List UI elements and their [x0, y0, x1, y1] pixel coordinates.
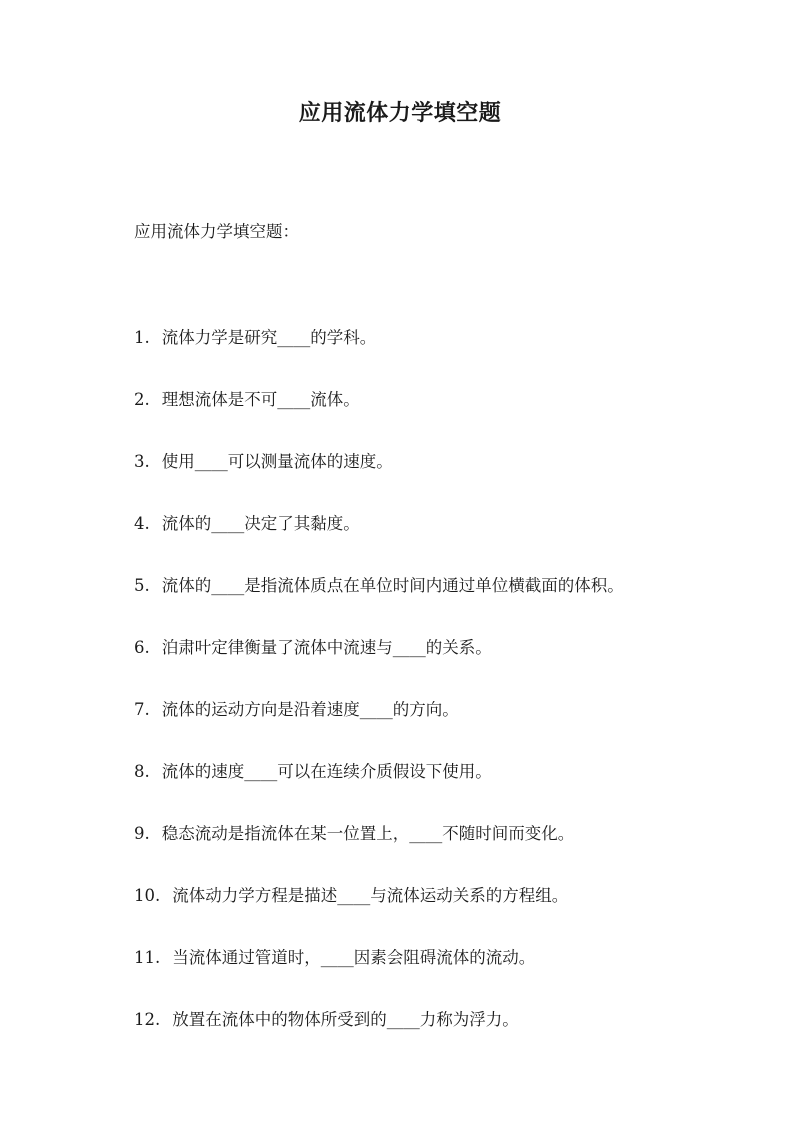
question-text: 稳态流动是指流体在某一位置上，____不随时间而变化。: [161, 824, 575, 843]
question-number: 4.: [134, 514, 150, 533]
question-item: [134, 823, 574, 845]
question-number: 5.: [134, 576, 150, 595]
question-number: 9.: [134, 824, 150, 843]
intro-text: 应用流体力学填空题：: [134, 222, 299, 241]
question-number: 11.: [134, 948, 161, 967]
question-item: [134, 327, 376, 349]
question-text: 流体的____是指流体质点在单位时间内通过单位横截面的体积。: [161, 576, 624, 595]
question-number: 7.: [134, 700, 150, 719]
question-item: [134, 575, 624, 597]
question-text: 流体的____决定了其黏度。: [161, 514, 360, 533]
question-item: [134, 451, 393, 473]
question-item: [134, 947, 535, 969]
question-number: 3.: [134, 452, 150, 471]
question-number: 10.: [134, 886, 161, 905]
question-text: 流体力学是研究____的学科。: [161, 328, 377, 347]
question-item: [134, 637, 492, 659]
question-text: 放置在流体中的物体所受到的____力称为浮力。: [172, 1010, 519, 1029]
question-item: [134, 389, 360, 411]
question-text: 流体的速度____可以在连续介质假设下使用。: [161, 762, 492, 781]
question-text: 理想流体是不可____流体。: [161, 390, 360, 409]
question-number: 2.: [134, 390, 150, 409]
question-number: 6.: [134, 638, 150, 657]
document-title: 应用流体力学填空题: [298, 100, 502, 126]
question-item: [134, 699, 459, 721]
question-item: [134, 1009, 519, 1031]
question-item: [134, 761, 492, 783]
question-text: 流体动力学方程是描述____与流体运动关系的方程组。: [172, 886, 569, 905]
question-number: 1.: [134, 328, 150, 347]
question-number: 8.: [134, 762, 150, 781]
question-item: [134, 885, 568, 907]
question-text: 使用____可以测量流体的速度。: [161, 452, 393, 471]
question-number: 12.: [134, 1010, 161, 1029]
question-text: 当流体通过管道时，____因素会阻碍流体的流动。: [172, 948, 536, 967]
question-text: 泊肃叶定律衡量了流体中流速与____的关系。: [161, 638, 492, 657]
question-item: [134, 513, 360, 535]
question-text: 流体的运动方向是沿着速度____的方向。: [161, 700, 459, 719]
